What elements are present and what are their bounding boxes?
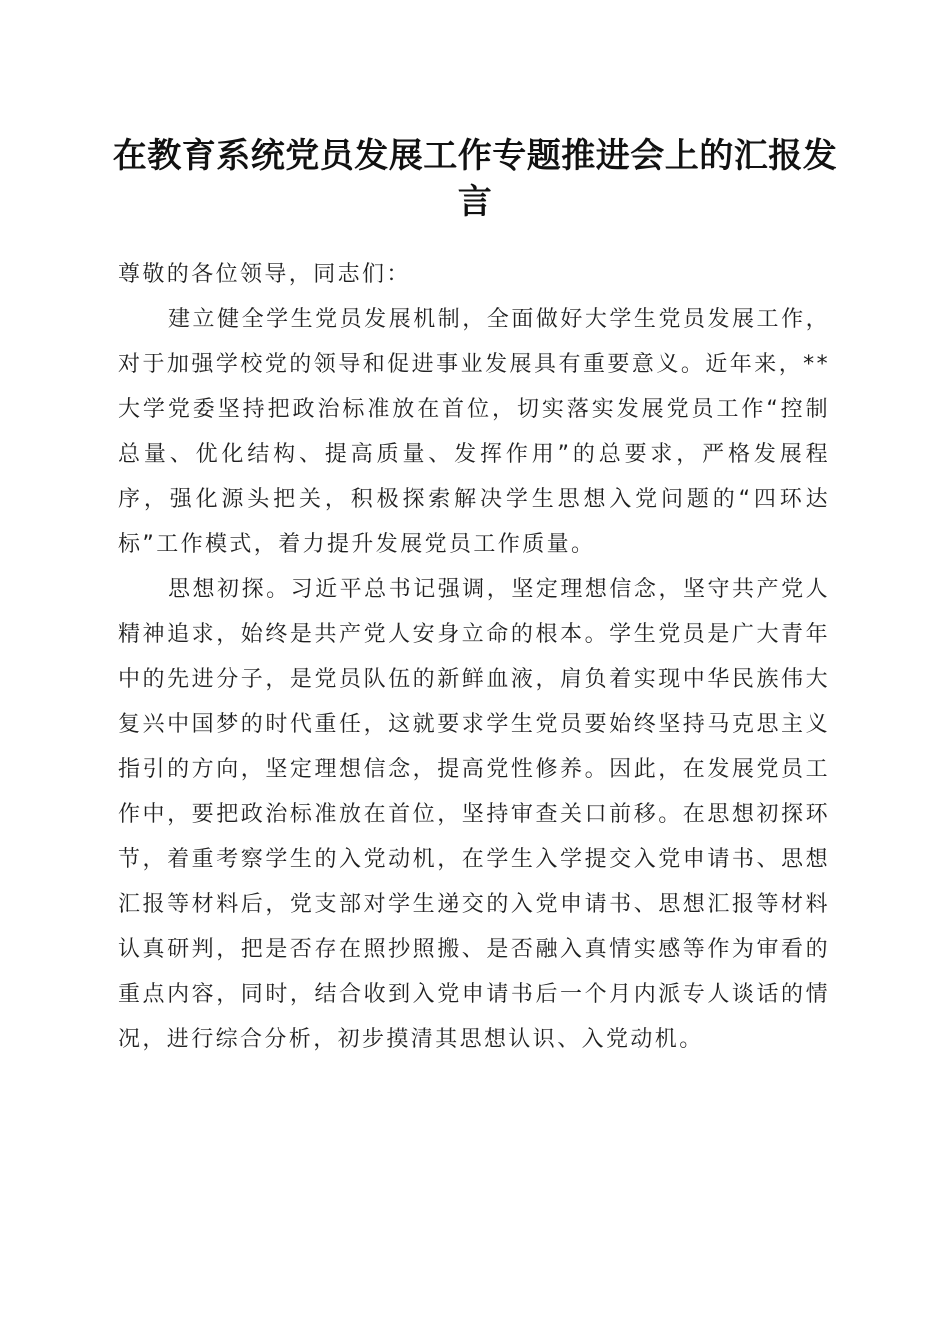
salutation: 尊敬的各位领导，同志们： — [118, 262, 411, 287]
paragraph-thought-exploration: 思想初探。习近平总书记强调，坚定理想信念，坚守共产党人精神追求，始终是共产党人安身立命的根本。学生党员是广大青年中的先进分子，是党员队伍的新鲜血液，肩负着实现中华民族伟大复兴中国梦的时代重任，这就要求学生党员要始终坚持马克思主义指引的方向，坚定理想信念，提高党性修养。因此，在发展党员工作中，要把政治标准放在首位，坚持审查关口前移。在思想初探环节，着重考察学生的入党动机，在学生入学提交入党申请书、思想汇报等材料后，党支部对学生递交的入党申请书、思想汇报等材料认真研判，把是否存在照抄照搬、是否融入真情实感等作为审看的重点内容，同时，结合收到入党申请书后一个月内派专人谈话的情况，进行综合分析，初步摸清其思想认识、入党动机。 — [118, 577, 830, 1052]
paragraph-intro: 建立健全学生党员发展机制，全面做好大学生党员发展工作，对于加强学校党的领导和促进事业发展具有重要意义。近年来，**大学党委坚持把政治标准放在首位，切实落实发展党员工作“控制总量、优化结构、提高质量、发挥作用”的总要求，严格发展程序，强化源头把关，积极探索解决学生思想入党问题的“四环达标”工作模式，着力提升发展党员工作质量。 — [118, 307, 830, 557]
document-title: 在教育系统党员发展工作专题推进会上的汇报发言 — [112, 136, 838, 222]
document-body — [118, 252, 830, 1062]
